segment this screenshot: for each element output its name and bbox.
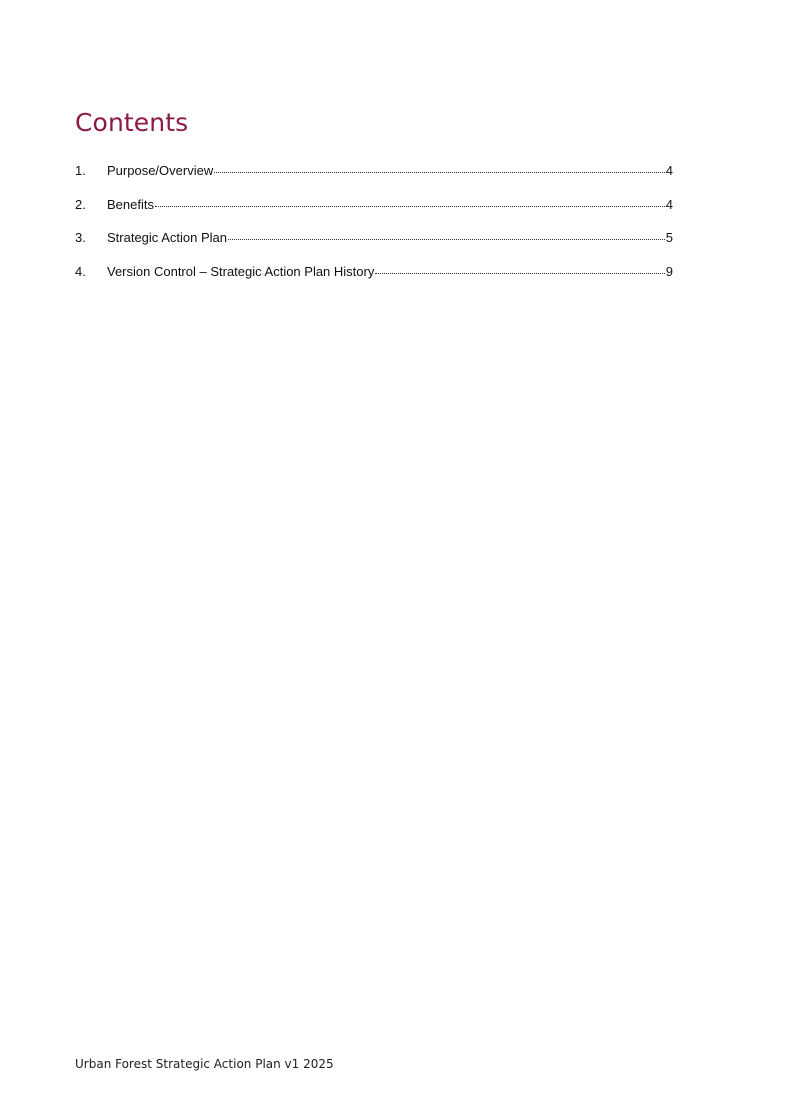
toc-entry-number: 1.: [75, 163, 86, 178]
toc-entry-strategic-action-plan[interactable]: [75, 227, 673, 261]
toc-entry-number: 4.: [75, 263, 86, 279]
toc-entry-title[interactable]: Benefits: [107, 196, 154, 212]
toc-entry-page-number[interactable]: 4: [665, 163, 673, 178]
dot-leader: [375, 273, 664, 274]
toc-entry-benefits[interactable]: [75, 194, 673, 228]
toc-entry-title[interactable]: Purpose/Overview: [107, 163, 214, 178]
dot-leader: [228, 239, 665, 240]
toc-entry-title[interactable]: Version Control – Strategic Action Plan History: [107, 263, 375, 279]
toc-entry-version-control[interactable]: [75, 261, 673, 295]
toc-entry-number: 3.: [75, 230, 86, 245]
table-of-contents: [75, 160, 673, 294]
toc-entry-purpose-overview[interactable]: [75, 160, 673, 194]
page-footer: Urban Forest Strategic Action Plan v1 2025: [75, 1057, 334, 1071]
toc-entry-page-number[interactable]: 4: [665, 196, 673, 212]
toc-entry-page-number[interactable]: 5: [665, 230, 673, 245]
toc-entry-number: 2.: [75, 196, 86, 212]
dot-leader: [155, 206, 665, 207]
page-title: Contents: [75, 108, 189, 137]
toc-entry-title[interactable]: Strategic Action Plan: [107, 230, 227, 245]
toc-entry-page-number[interactable]: 9: [665, 263, 673, 279]
dot-leader: [214, 172, 665, 173]
